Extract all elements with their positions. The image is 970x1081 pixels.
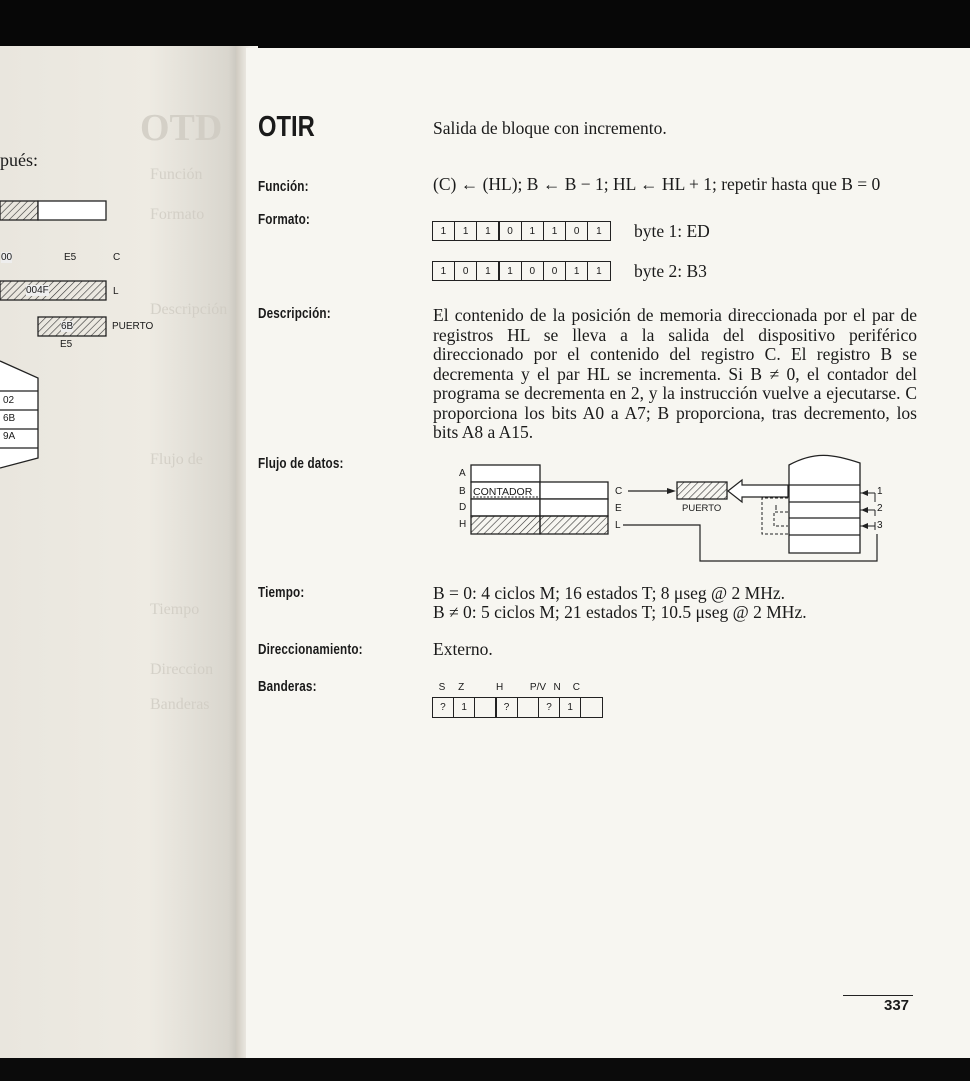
descripcion-text: El contenido de la posición de memoria direccionada por el par de registros HL se lleva a la salida del dispositivo periférico direccionado por el contenido del registro C. El registro B se decrementa y el par HL se incrementa. Si B ≠ 0, el contador del programa se decrementa en 2, y la instrucción vuelve a ejecutarse. C proporciona los bits A0 a A7; B proporciona, tras decremento, los bits A8 a A15. — [433, 305, 917, 442]
instruction-title: OTIR — [258, 111, 315, 143]
diag-reg-label: E — [615, 503, 622, 514]
byte2-label: byte 2: B3 — [634, 261, 707, 281]
reg-l-label: L — [113, 286, 119, 297]
left-page — [0, 46, 248, 1058]
bit-cell: 1 — [432, 221, 456, 241]
puerto-label: PUERTO — [112, 321, 154, 332]
reg-e-box — [540, 499, 608, 516]
diag-reg-label: L — [615, 520, 621, 531]
data-flow-diagram — [440, 450, 910, 570]
ghost-mark: Flujo de — [150, 451, 203, 468]
puerto-box — [677, 482, 727, 499]
diag-reg-label: B — [459, 486, 466, 497]
memory-cell: 02 — [3, 395, 15, 406]
flag-header: H — [495, 682, 504, 693]
bit-cell: 1 — [587, 221, 611, 241]
bit-cell: 0 — [454, 261, 478, 281]
reg-c-box — [540, 482, 608, 499]
ghost-mark: Banderas — [150, 696, 210, 713]
ghost-mark: Tiempo — [150, 601, 200, 618]
banderas-label: Banderas: — [258, 678, 317, 695]
memory-to-port-arrow — [728, 480, 788, 502]
bit-cell: 1 — [432, 261, 456, 281]
funcion-text: (C) ← (HL); B ← B − 1; HL ← HL + 1; repetir hasta que B = 0 — [433, 174, 881, 194]
diag-reg-label: D — [459, 502, 467, 513]
bit-cell: 0 — [498, 221, 522, 241]
flag-header: N — [553, 682, 561, 693]
flag-cell — [517, 697, 540, 718]
memory-cell: 9A — [3, 431, 16, 442]
page-number: 337 — [884, 997, 910, 1014]
diag-reg-label: C — [615, 486, 623, 497]
flag-values — [433, 697, 603, 718]
flag-header: C — [572, 682, 580, 693]
flag-header: S — [438, 682, 446, 693]
ghost-mark: Descripción — [150, 301, 228, 318]
bit-cell: 1 — [543, 221, 567, 241]
flag-header — [509, 682, 530, 693]
byte2-bits — [433, 261, 611, 281]
flag-cell: 1 — [559, 697, 582, 718]
ghost-mark: Formato — [150, 206, 205, 223]
bit-cell: 1 — [476, 261, 500, 281]
bit-cell: 0 — [565, 221, 589, 241]
tiempo-label: Tiempo: — [258, 584, 305, 601]
reg-c-value: E5 — [64, 252, 77, 263]
diag-step-label: 2 — [877, 503, 883, 514]
bit-cell: 1 — [498, 261, 522, 281]
puerto-hatched-value: 6B — [61, 321, 74, 332]
memory-cell: 6B — [3, 413, 16, 424]
tiempo-line-2: B ≠ 0: 5 ciclos M; 21 estados T; 10.5 μseg @ 2 MHz. — [433, 602, 807, 622]
reg-c-label: C — [113, 252, 121, 263]
ghost-mark: Direccion — [150, 661, 214, 678]
formato-label: Formato: — [258, 211, 310, 228]
flag-cell — [474, 697, 497, 718]
reg-l-hatched-value: 004F — [26, 285, 49, 296]
puerto-below: E5 — [60, 339, 73, 350]
memory-stack — [789, 455, 860, 553]
reg-c-hatched-value: 00 — [1, 252, 13, 263]
bit-cell: 1 — [454, 221, 478, 241]
reg-h-box — [471, 516, 540, 534]
bit-cell: 0 — [521, 261, 545, 281]
bit-cell: 0 — [543, 261, 567, 281]
byte1-label: byte 1: ED — [634, 221, 710, 241]
scan-bottom-border — [0, 1055, 970, 1081]
byte1-bits — [433, 221, 611, 241]
bit-cell: 1 — [587, 261, 611, 281]
funcion-label: Función: — [258, 178, 309, 195]
direccionamiento-label: Direccionamiento: — [258, 641, 363, 658]
bit-cell: 1 — [521, 221, 545, 241]
direccionamiento-text: Externo. — [433, 639, 493, 659]
reg-a-box — [471, 465, 540, 482]
page-number-rule — [843, 995, 913, 996]
flag-cell: ? — [538, 697, 561, 718]
reg-d-box — [471, 499, 540, 516]
tiempo-line-1: B = 0: 4 ciclos M; 16 estados T; 8 μseg @ 2 MHz. — [433, 583, 785, 603]
diag-step-label: 1 — [877, 486, 883, 497]
contador-label: CONTADOR — [473, 486, 533, 498]
subtitle: Salida de bloque con incremento. — [433, 118, 667, 138]
despues-fragment: pués: — [0, 150, 38, 170]
diag-reg-label: H — [459, 519, 467, 530]
ghost-mark: Función — [150, 166, 203, 183]
bit-cell: 1 — [565, 261, 589, 281]
flag-header: P/V — [529, 682, 547, 693]
diag-reg-label: A — [459, 468, 466, 479]
flag-cell: ? — [432, 697, 455, 718]
descripcion-label: Descripción: — [258, 305, 331, 322]
flag-header: Z — [458, 682, 465, 693]
bit-cell: 1 — [476, 221, 500, 241]
left-page-diagram — [0, 186, 200, 486]
reg-l-box — [540, 516, 608, 534]
flag-cell — [580, 697, 603, 718]
flujo-label: Flujo de datos: — [258, 455, 344, 472]
diag-puerto-label: PUERTO — [682, 503, 722, 514]
flag-headers — [433, 682, 587, 693]
flag-cell: ? — [495, 697, 518, 718]
flag-header — [470, 682, 491, 693]
flag-cell: 1 — [453, 697, 476, 718]
scan-top-border — [0, 0, 970, 50]
diag-step-label: 3 — [877, 520, 883, 531]
ghost-mark: OTD — [140, 107, 223, 149]
